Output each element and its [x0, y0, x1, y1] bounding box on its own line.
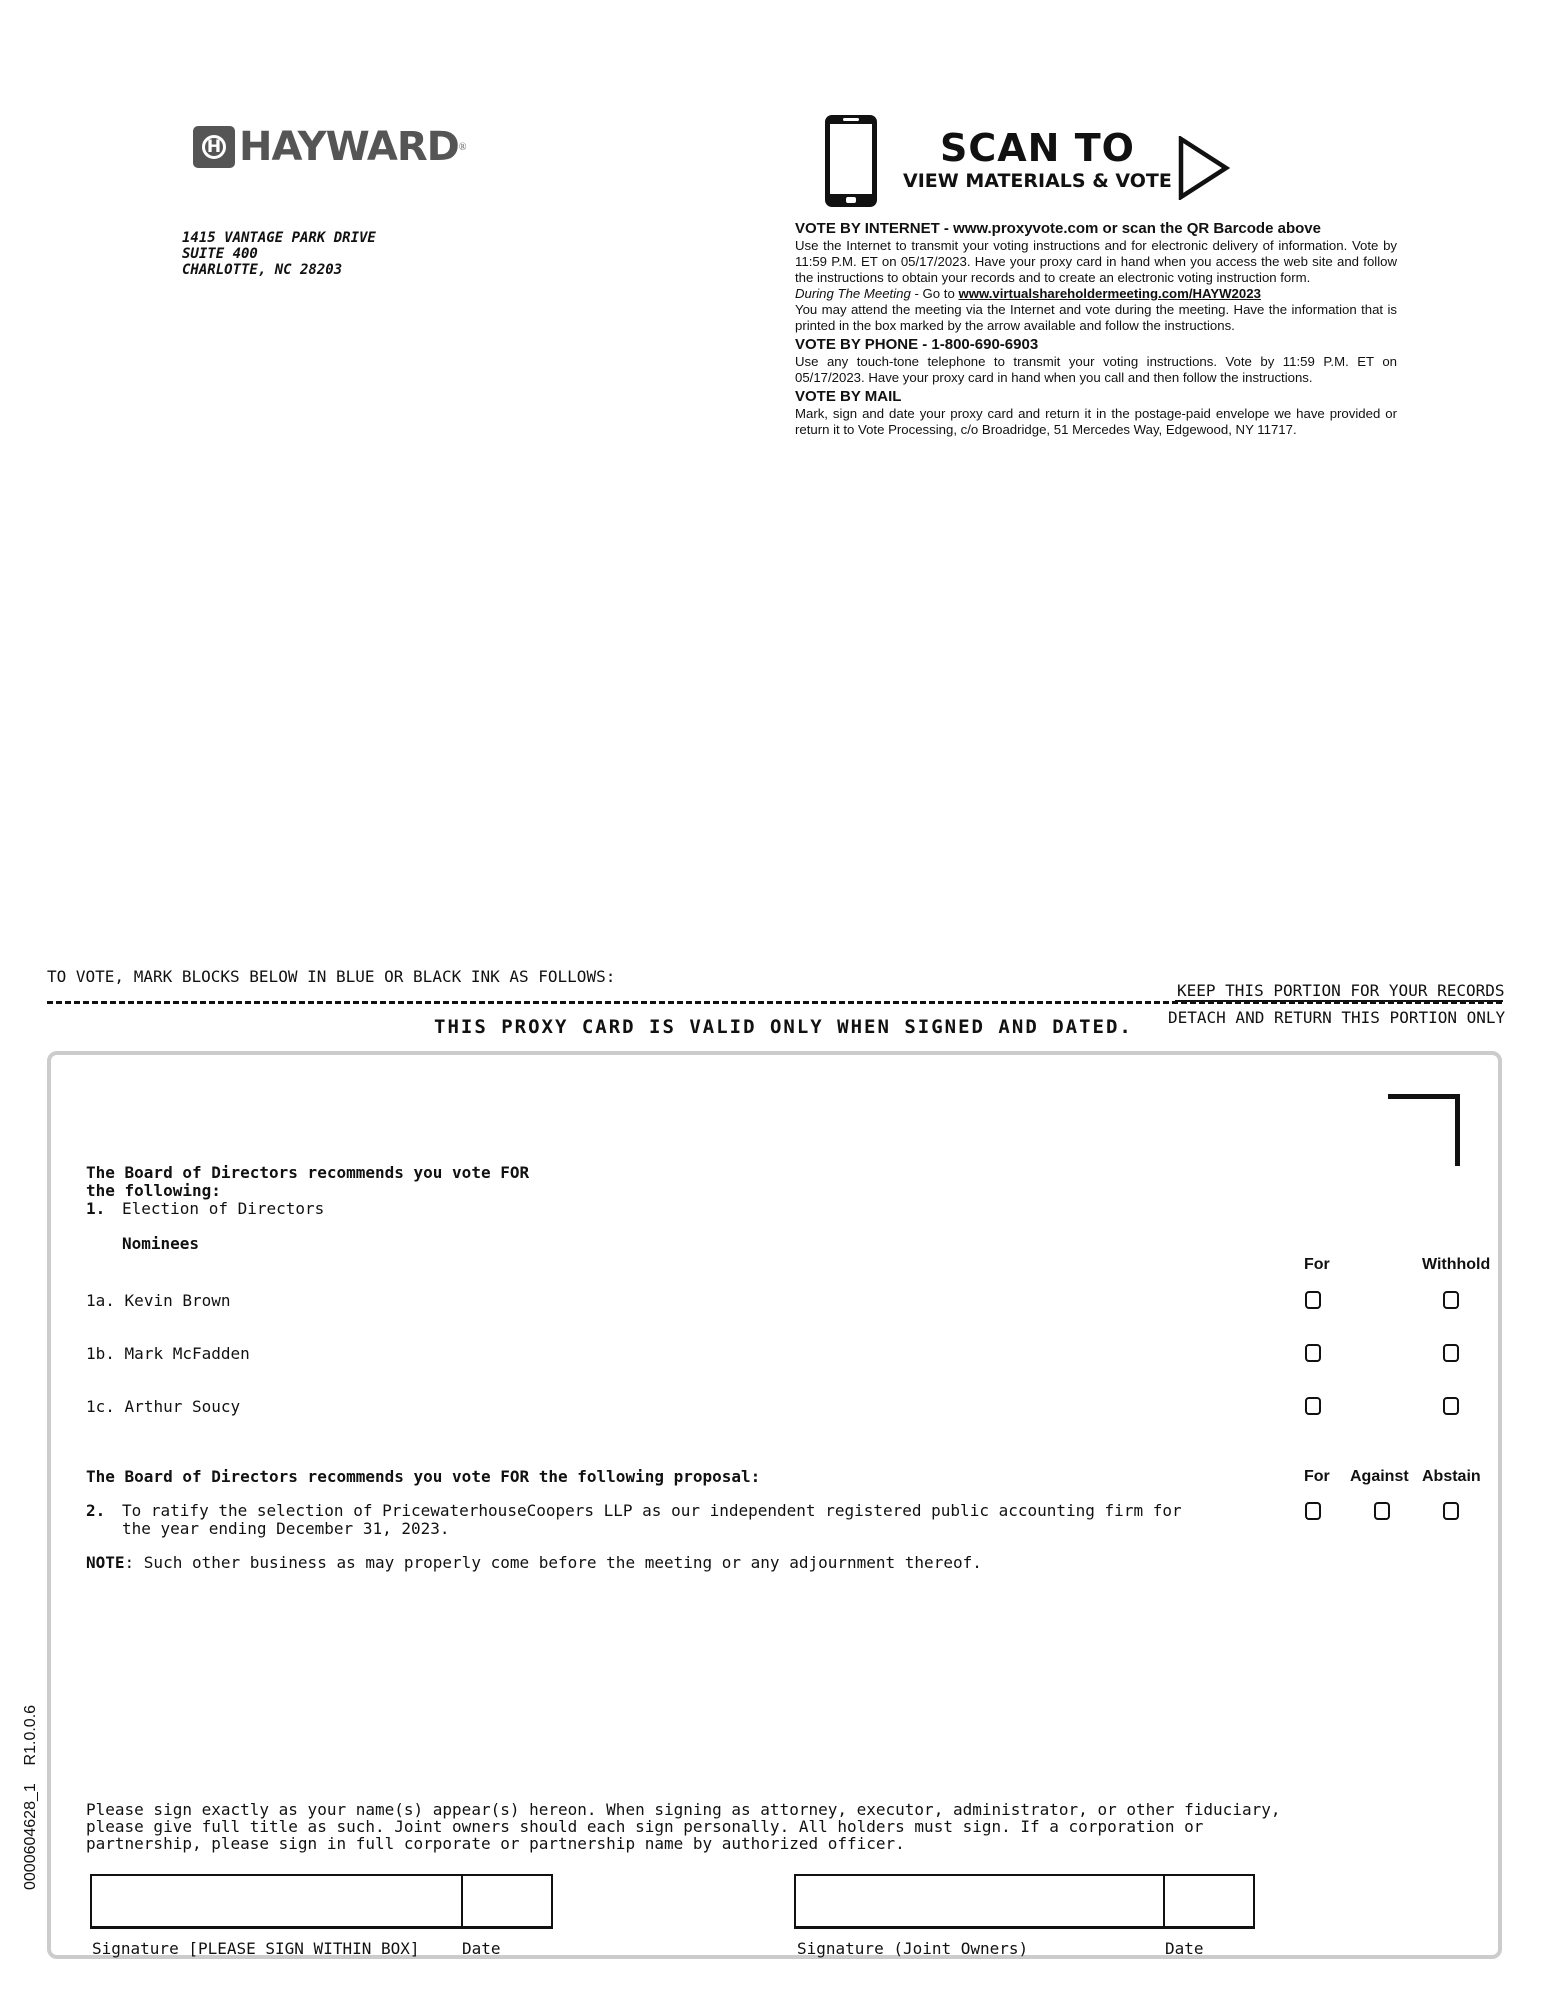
nominee-row: 1a. Kevin Brown	[86, 1291, 231, 1310]
joint-signature-label: Signature (Joint Owners)	[797, 1939, 1029, 1958]
hayward-logo	[193, 126, 466, 168]
marking-instructions: TO VOTE, MARK BLOCKS BELOW IN BLUE OR BLACK INK AS FOLLOWS:	[47, 967, 616, 986]
mail-text: Mark, sign and date your proxy card and return it in the postage-paid envelope we have provided or return it to Vote Processing, c/o Broadridge, 51 Mercedes Way, Edgewood, NY 11717.	[795, 406, 1397, 437]
proposal2-text: To ratify the selection of PricewaterhouseCoopers LLP as our independent registered public accounting firm for the year ending December 31, 2023.	[122, 1501, 1182, 1538]
logo-text: HAYWARD	[239, 124, 459, 170]
proposal1-title: Election of Directors	[122, 1199, 325, 1218]
corner-mark	[1388, 1094, 1460, 1166]
logo-registered-mark: ®	[458, 141, 467, 153]
date-label: Date	[462, 1939, 501, 1958]
keep-underline	[1175, 1000, 1503, 1002]
internet-text: Use the Internet to transmit your voting instructions and for electronic delivery of information. Vote by 11:59 P.M. ET on 05/17/2023. Have your proxy card in hand when you access the web site and follow the instructions to obtain your records and to create an electronic voting instruction form.	[795, 238, 1397, 285]
for-checkbox-1b[interactable]	[1305, 1344, 1321, 1362]
company-address: 1415 VANTAGE PARK DRIVE SUITE 400 CHARLOTTE, NC 28203	[182, 230, 376, 278]
for-checkbox-1a[interactable]	[1305, 1291, 1321, 1309]
for-checkbox-1c[interactable]	[1305, 1397, 1321, 1415]
withhold-checkbox-1c[interactable]	[1443, 1397, 1459, 1415]
withhold-checkbox-1b[interactable]	[1443, 1344, 1459, 1362]
nominee-row: 1c. Arthur Soucy	[86, 1397, 241, 1416]
proposal1-number: 1.	[86, 1199, 106, 1218]
mail-heading: VOTE BY MAIL	[795, 388, 902, 405]
hayward-logo-mark: H	[193, 126, 235, 168]
play-arrow-icon	[1178, 136, 1230, 200]
withhold-checkbox-1a[interactable]	[1443, 1291, 1459, 1309]
signature-box[interactable]	[90, 1874, 553, 1929]
detach-portion-label: DETACH AND RETURN THIS PORTION ONLY	[1168, 1008, 1506, 1027]
joint-date-label: Date	[1165, 1939, 1204, 1958]
signing-instructions: Please sign exactly as your name(s) appear(s) hereon. When signing as attorney, executor, administrator, or other fiduciary, please give full title as such. Joint owners should each sign personally. All holders must sign. If a corporation or partnership, please sign in full corporate or partnership name by authorized officer.	[86, 1800, 1281, 1853]
phone-heading: VOTE BY PHONE - 1-800-690-6903	[795, 336, 1039, 353]
against-checkbox-2[interactable]	[1374, 1502, 1390, 1520]
abstain-checkbox-2[interactable]	[1443, 1502, 1459, 1520]
date-divider	[461, 1874, 463, 1929]
meeting-url-link[interactable]: www.virtualshareholdermeeting.com/HAYW2023	[958, 286, 1261, 301]
column-for: For	[1304, 1256, 1330, 1273]
proposal1-recommendation: The Board of Directors recommends you vote FOR the following:	[86, 1163, 530, 1200]
proposal2-recommendation: The Board of Directors recommends you vote FOR the following proposal:	[86, 1467, 761, 1486]
meeting-text: You may attend the meeting via the Internet and vote during the meeting. Have the information that is printed in the box marked by the arrow available and follow the instructions.	[795, 302, 1397, 333]
phone-text: Use any touch-tone telephone to transmit your voting instructions. Vote by 11:59 P.M. ET on 05/17/2023. Have your proxy card in hand when you call and then follow the instructions.	[795, 354, 1397, 385]
scan-title: SCAN TO	[940, 126, 1135, 170]
meeting-line: During The Meeting - Go to www.virtualshareholdermeeting.com/HAYW2023	[795, 286, 1261, 301]
internet-heading: VOTE BY INTERNET - www.proxyvote.com or scan the QR Barcode above	[795, 220, 1321, 237]
signature-label: Signature [PLEASE SIGN WITHIN BOX]	[92, 1939, 420, 1958]
valid-notice: THIS PROXY CARD IS VALID ONLY WHEN SIGNED AND DATED.	[434, 1016, 1133, 1038]
column-against: Against	[1350, 1468, 1409, 1485]
side-code: 0000604628_1 R1.0.0.6	[22, 1704, 39, 1890]
column-abstain: Abstain	[1422, 1468, 1481, 1485]
nominees-label: Nominees	[122, 1234, 200, 1253]
proposal2-number: 2.	[86, 1501, 106, 1520]
joint-signature-box[interactable]	[794, 1874, 1255, 1929]
note: NOTE: Such other business as may properly come before the meeting or any adjournment thereof.	[86, 1553, 982, 1572]
column-withhold: Withhold	[1422, 1256, 1491, 1273]
for-checkbox-2[interactable]	[1305, 1502, 1321, 1520]
scan-subtitle: VIEW MATERIALS & VOTE	[903, 170, 1172, 192]
voting-methods	[795, 218, 1397, 438]
column-for-2: For	[1304, 1468, 1330, 1485]
joint-date-divider	[1163, 1874, 1165, 1929]
smartphone-icon	[825, 115, 877, 207]
keep-portion-label: KEEP THIS PORTION FOR YOUR RECORDS	[1177, 981, 1505, 1000]
nominee-row: 1b. Mark McFadden	[86, 1344, 250, 1363]
